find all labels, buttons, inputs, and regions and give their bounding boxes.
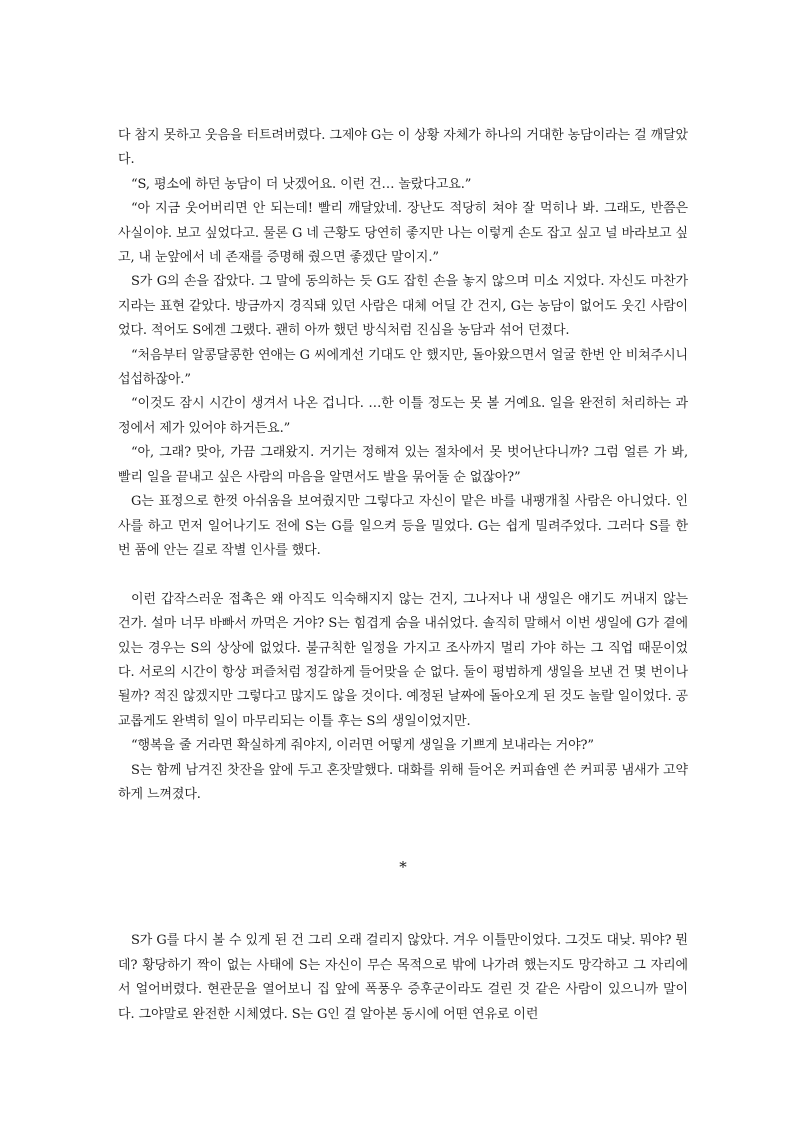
document-page (118, 124, 688, 1027)
blank-line (118, 563, 688, 587)
dialogue-paragraph: “이것도 잠시 시간이 생겨서 나온 겁니다. …한 이틀 정도는 못 볼 거예요. 일을 완전히 처리하는 과정에서 제가 있어야 하거든요.” (118, 396, 688, 436)
section-3 (118, 929, 688, 1027)
dialogue-paragraph: “처음부터 알콩달콩한 연애는 G 씨에게선 기대도 안 했지만, 돌아왔으면서 얼굴 한번 안 비쳐주시니 섭섭하잖아.” (118, 347, 688, 388)
dialogue-paragraph: “아, 그래? 맞아, 가끔 그래왔지. 거기는 정해져 있는 절차에서 못 벗어난다니까? 그럼 얼른 가 봐, 빨리 일을 끝내고 싶은 사람의 마음을 알면서도 발을 묶어둘 순 없잖아?” (118, 445, 688, 485)
paragraph: S는 함께 남겨진 찻잔을 앞에 두고 혼잣말했다. 대화를 위해 들어온 커피숍엔 쓴 커피콩 냄새가 고약하게 느껴졌다. (118, 762, 688, 802)
dialogue-paragraph: “S, 평소에 하던 농담이 더 낫겠어요. 이런 건… 놀랐다고요.” (131, 176, 472, 192)
section-1 (118, 124, 688, 563)
dialogue-paragraph: “행복을 줄 거라면 확실하게 줘야지, 이러면 어떻게 생일을 기쁘게 보내라는 거야?” (131, 738, 594, 754)
paragraph: 다 참지 못하고 웃음을 터트려버렸다. 그제야 G는 이 상황 자체가 하나의 거대한 농담이라는 걸 깨달았다. (118, 128, 688, 168)
paragraph: 이런 갑작스러운 접촉은 왜 아직도 익숙해지지 않는 건지, 그나저나 내 생일은 얘기도 꺼내지 않는 건가. 설마 너무 바빠서 까먹은 거야? S는 힘겹게 숨을 내쉬었다. 솔직히 말해서 이번 생일에 G가 곁에 있는 경우는 S의 상상에 없었다. 불규칙한 일정을 가지고 조사까지 멀리 가야 하는 그 직업 때문이었다. 서로의 시간이 항상 퍼즐처럼 정갈하게 들어맞을 순 없다. 둘이 평범하게 생일을 보낸 건 몇 번이나 될까? 적진 않겠지만 그렇다고 많지도 않을 것이다. 예정된 날짜에 돌아오게 된 것도 놀랄 일이었다. 공교롭게도 완벽히 일이 마무리되는 이틀 후는 S의 생일이었지만. (118, 591, 688, 729)
paragraph: S가 G를 다시 볼 수 있게 된 건 그리 오래 걸리지 않았다. 겨우 이틀만이었다. 그것도 대낮. 뭐야? 뭔데? 황당하기 짝이 없는 사태에 S는 자신이 무슨 목적으로 밖에 나가려 했는지도 망각하고 그 자리에서 얼어버렸다. 현관문을 열어보니 집 앞에 폭풍우 증후군이라도 걸린 것 같은 사람이 있으니까 말이다. 그야말로 완전한 시체였다. S는 G인 걸 알아본 동시에 어떤 연유로 이런 (118, 933, 688, 1022)
dialogue-paragraph: “아 지금 웃어버리면 안 되는데! 빨리 깨달았네. 장난도 적당히 쳐야 잘 먹히나 봐. 그래도, 반쯤은 사실이야. 보고 싶었다고. 물론 G 네 근황도 당연히 좋지만 나는 이렇게 손도 잡고 싶고 널 바라보고 싶고, 내 눈앞에서 네 존재를 증명해 줬으면 좋겠단 말이지.” (118, 201, 688, 266)
section-2 (118, 588, 688, 808)
paragraph: S가 G의 손을 잡았다. 그 말에 동의하는 듯 G도 잡힌 손을 놓지 않으며 미소 지었다. 자신도 마찬가지라는 표현 같았다. 방금까지 경직돼 있던 사람은 대체 어딜 간 건지, G는 농담이 없어도 웃긴 사람이었다. 적어도 S에겐 그랬다. 괜히 아까 했던 방식처럼 진심을 농담과 섞어 던졌다. (118, 274, 688, 339)
section-separator: * (399, 858, 407, 877)
paragraph: G는 표정으로 한껏 아쉬움을 보여줬지만 그렇다고 자신이 맡은 바를 내팽개칠 사람은 아니었다. 인사를 하고 먼저 일어나기도 전에 S는 G를 일으켜 등을 밀었다. G는 쉽게 밀려주었다. 그러다 S를 한 번 품에 안는 길로 작별 인사를 했다. (118, 494, 688, 558)
